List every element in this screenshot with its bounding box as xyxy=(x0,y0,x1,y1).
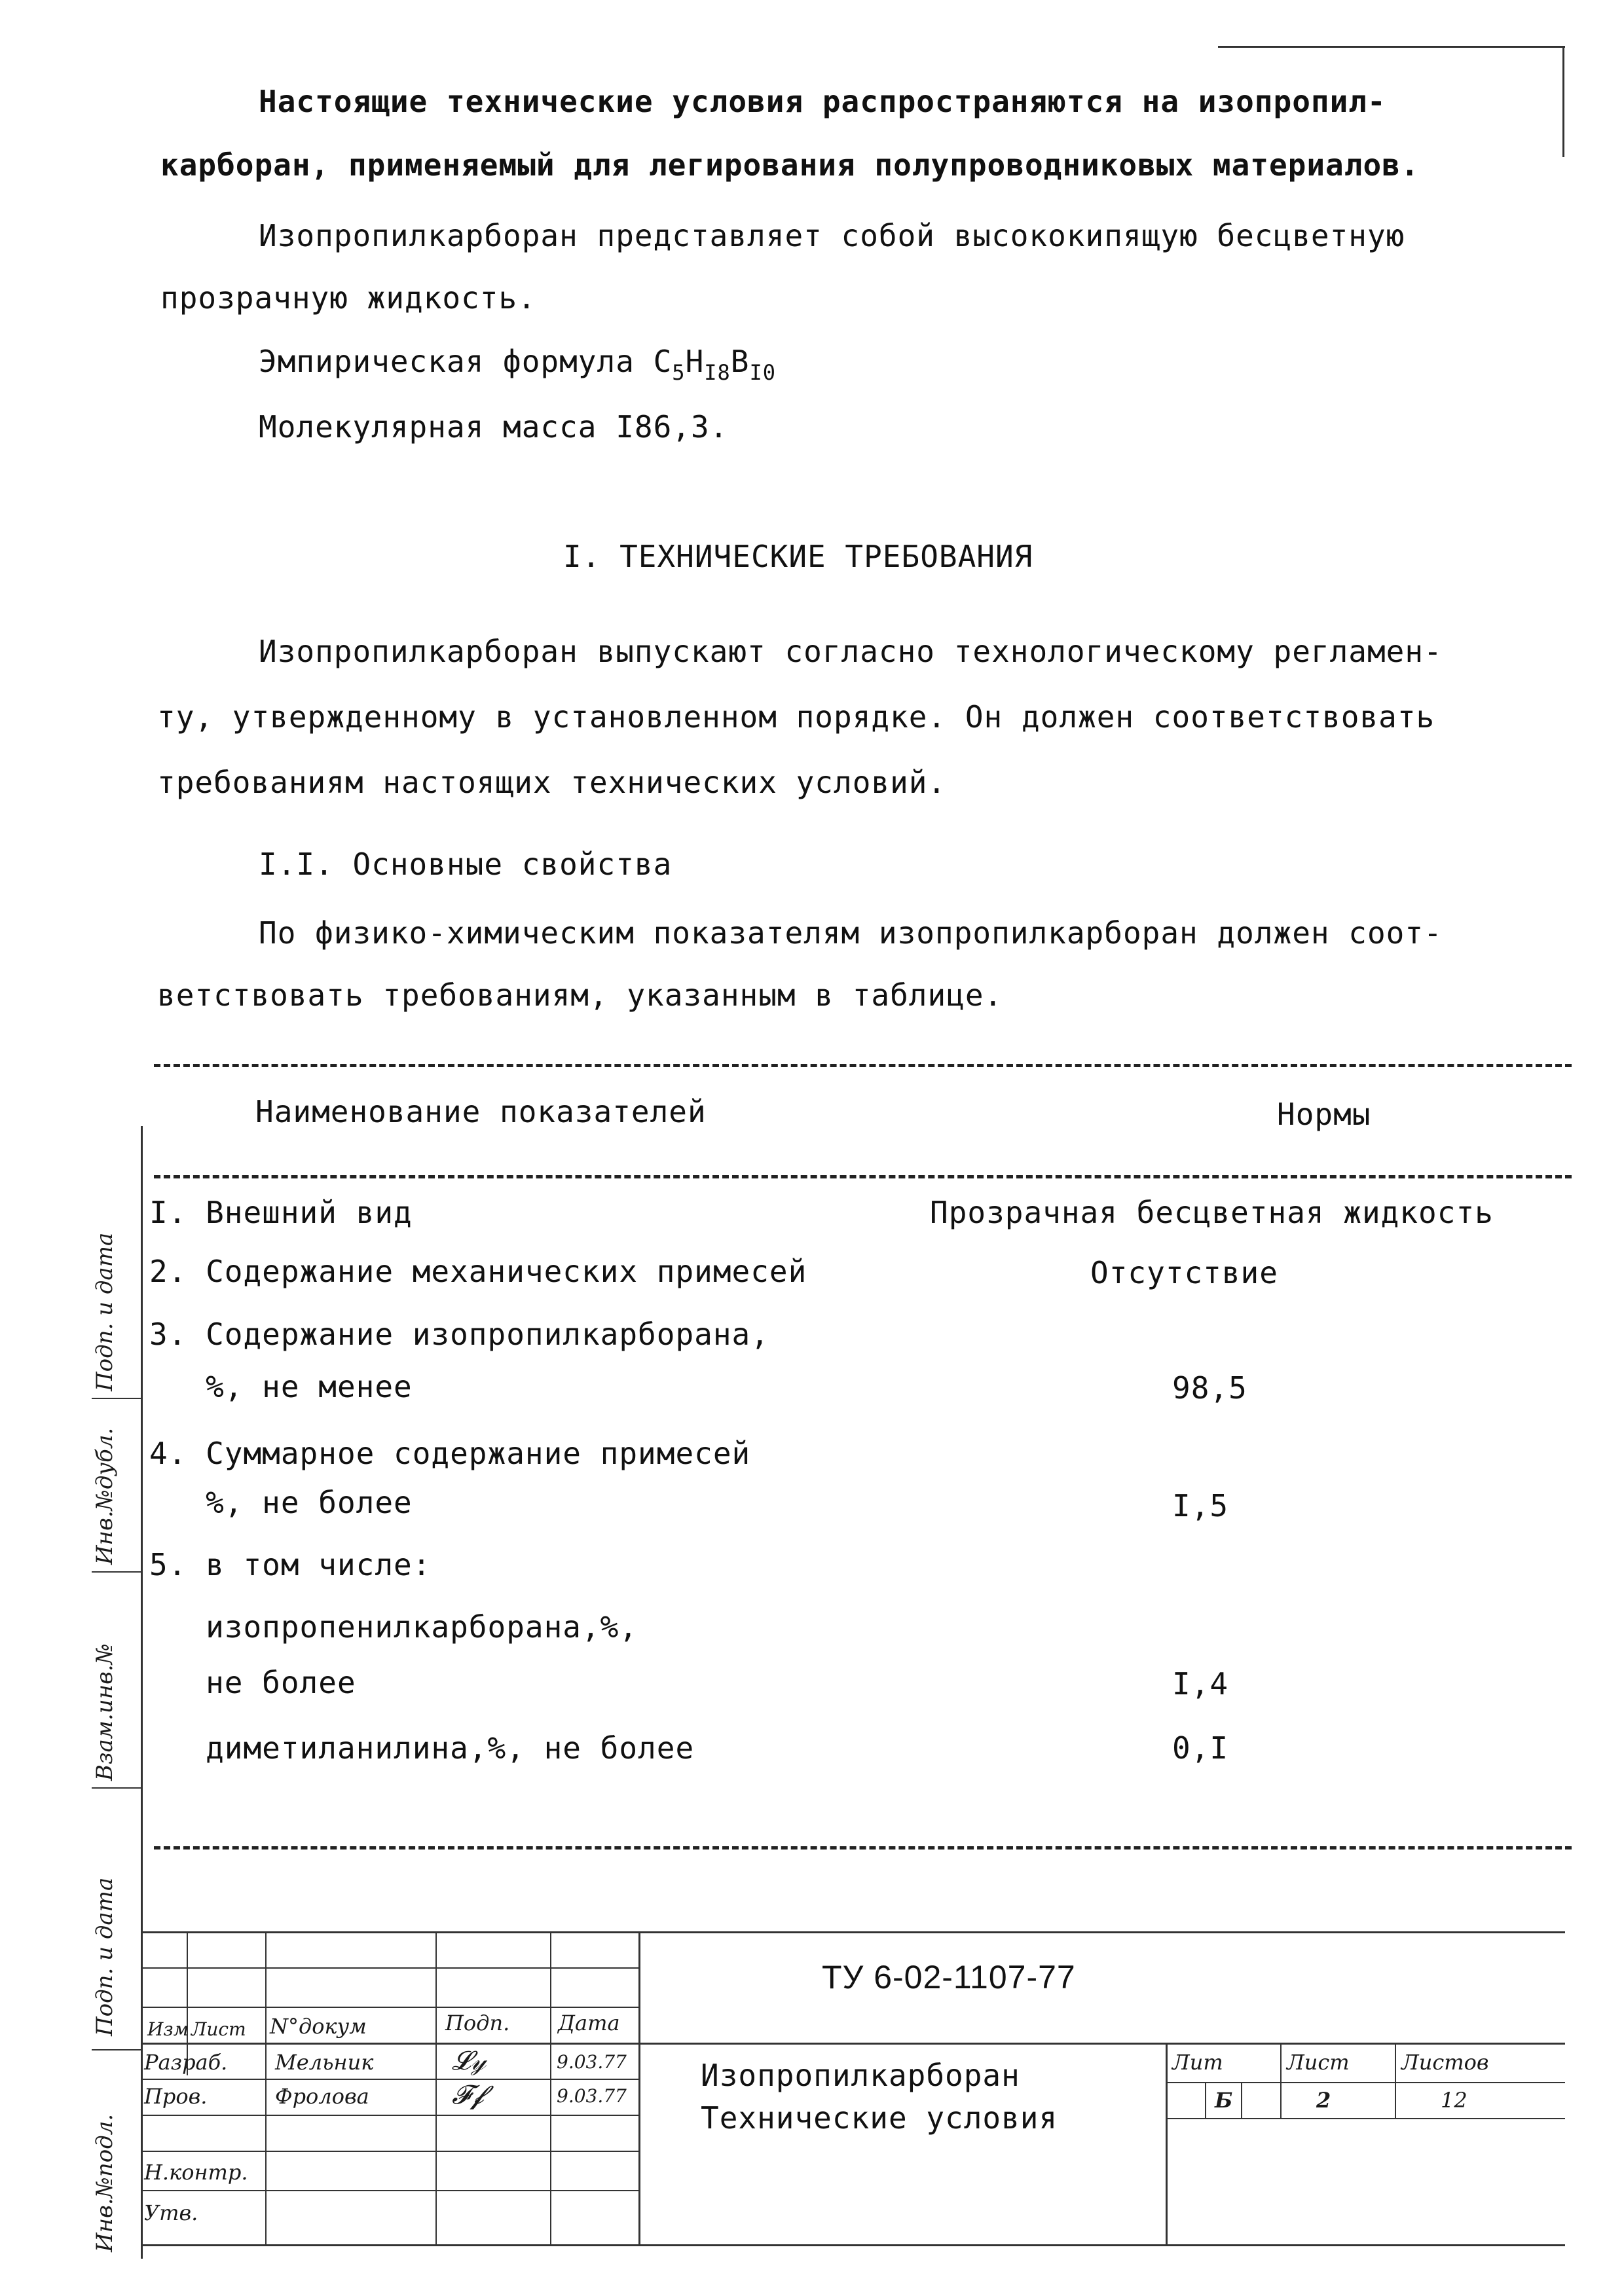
side-label-inv-dup: Инв.№дубл. xyxy=(92,1427,118,1565)
stamp-row-prov: Пров. xyxy=(144,2084,208,2109)
section-p-line1: Изопропилкарборан выпускают согласно технологическому регламен- xyxy=(259,634,1443,669)
table-row-3-name: 3. Содержание изопропилкарборана, xyxy=(149,1317,769,1352)
stamp-row-utv: Утв. xyxy=(144,2200,198,2225)
stamp-col-sign: Подп. xyxy=(445,2011,510,2035)
stamp-row-razrab: Разраб. xyxy=(144,2050,228,2075)
stamp-sheet-label: Лист xyxy=(1287,2050,1350,2075)
table-row-4-name: 4. Суммарное содержание примесей xyxy=(149,1436,751,1471)
table-row-2-name: 2. Содержание механических примесей xyxy=(149,1254,807,1289)
table-row-6-name: изопропенилкарборана,%, xyxy=(149,1609,638,1645)
stamp-prov-date: 9.03.77 xyxy=(557,2085,627,2107)
table-row-7-norm: 0,I xyxy=(1172,1730,1229,1766)
table-row-1-name: I. Внешний вид xyxy=(149,1195,413,1230)
margin-strip-divider xyxy=(92,1398,143,1399)
stamp-razrab-signature: 𝓛𝓎 xyxy=(452,2046,487,2076)
stamp-razrab-date: 9.03.77 xyxy=(557,2051,627,2073)
side-label-inv-orig: Инв.№подл. xyxy=(92,2113,118,2252)
table-row-6-norm: I,4 xyxy=(1172,1666,1229,1702)
table-top-rule xyxy=(154,1064,1572,1067)
table-bottom-rule xyxy=(154,1846,1572,1850)
stamp-lit-label: Лит xyxy=(1172,2050,1223,2075)
stamp-row-nkontr: Н.контр. xyxy=(144,2160,248,2185)
table-row-4-norm: I,5 xyxy=(1172,1488,1229,1523)
frame-top-border xyxy=(1218,46,1565,48)
molecular-mass: Молекулярная масса I86,3. xyxy=(259,409,729,445)
side-label-replace-inv: Взам.инв.№ xyxy=(92,1643,118,1781)
stamp-lit-value: Б xyxy=(1215,2088,1233,2113)
table-row-2-norm: Отсутствие xyxy=(1090,1255,1278,1290)
section-p-line3: требованиям настоящих технических условий. xyxy=(157,765,947,800)
stamp-sheet-value: 2 xyxy=(1316,2088,1331,2113)
table-row-7-name: диметиланилина,%, не более xyxy=(149,1730,695,1766)
section-p-line2: ту, утвержденному в установленном порядке. Он должен соответствовать xyxy=(157,699,1435,735)
table-header-name: Наименование показателей xyxy=(255,1094,707,1129)
table-row-6-name2: не более xyxy=(149,1665,356,1700)
intro-p1-line2: карборан, применяемый для легирования полупроводниковых материалов. xyxy=(160,147,1420,183)
intro-p2-line2: прозрачную жидкость. xyxy=(160,280,536,316)
subsection-heading: I.I. Основные свойства xyxy=(259,847,673,882)
empirical-formula: Эмпирическая формула $C_5H_{I8}B_{I0}$ xyxy=(259,344,777,385)
table-row-4-name2: %, не более xyxy=(149,1485,413,1520)
section-heading: I. ТЕХНИЧЕСКИЕ ТРЕБОВАНИЯ xyxy=(563,539,1033,574)
margin-strip-divider xyxy=(92,1571,143,1573)
frame-right-border xyxy=(1562,46,1564,157)
formula-label: Эмпирическая формула xyxy=(259,344,635,379)
margin-strip-border xyxy=(141,1126,143,2259)
section-p2-line2: ветствовать требованиям, указанным в таблице. xyxy=(157,977,1003,1013)
stamp-sheets-value: 12 xyxy=(1441,2088,1467,2113)
table-row-5-name: 5. в том числе: xyxy=(149,1547,432,1582)
table-header-norm: Нормы xyxy=(1277,1097,1371,1132)
stamp-sheets-label: Листов xyxy=(1401,2050,1489,2075)
stamp-prov-signature: 𝓕𝓯 xyxy=(452,2080,485,2110)
side-label-sign-date-2: Подп. и дата xyxy=(92,1877,118,2036)
intro-p1-line1: Настоящие технические условия распространяются на изопропил- xyxy=(259,84,1386,119)
section-p2-line1: По физико-химическим показателям изопропилкарборан должен соот- xyxy=(259,915,1443,951)
side-label-sign-date: Подп. и дата xyxy=(92,1232,118,1391)
table-row-3-norm: 98,5 xyxy=(1172,1370,1247,1406)
stamp-razrab-name: Мельник xyxy=(275,2050,374,2075)
stamp-title-line2: Технические условия xyxy=(701,2100,1058,2136)
stamp-col-izm: Изм xyxy=(147,2018,189,2040)
table-header-rule xyxy=(154,1175,1572,1178)
stamp-prov-name: Фролова xyxy=(275,2084,369,2109)
stamp-doc-number: ТУ 6-02-1107-77 xyxy=(822,1959,1076,1995)
intro-p2-line1: Изопропилкарборан представляет собой высококипящую бесцветную xyxy=(259,218,1405,253)
stamp-title-line1: Изопропилкарборан xyxy=(701,2058,1020,2093)
margin-strip-divider xyxy=(92,1787,143,1789)
stamp-col-list: Лист xyxy=(191,2018,246,2040)
stamp-col-doc: N°докум xyxy=(270,2014,367,2039)
table-row-3-name2: %, не менее xyxy=(149,1369,413,1404)
margin-strip-divider xyxy=(92,2049,143,2050)
stamp-col-date: Дата xyxy=(558,2011,620,2035)
table-row-1-norm: Прозрачная бесцветная жидкость xyxy=(930,1195,1494,1230)
